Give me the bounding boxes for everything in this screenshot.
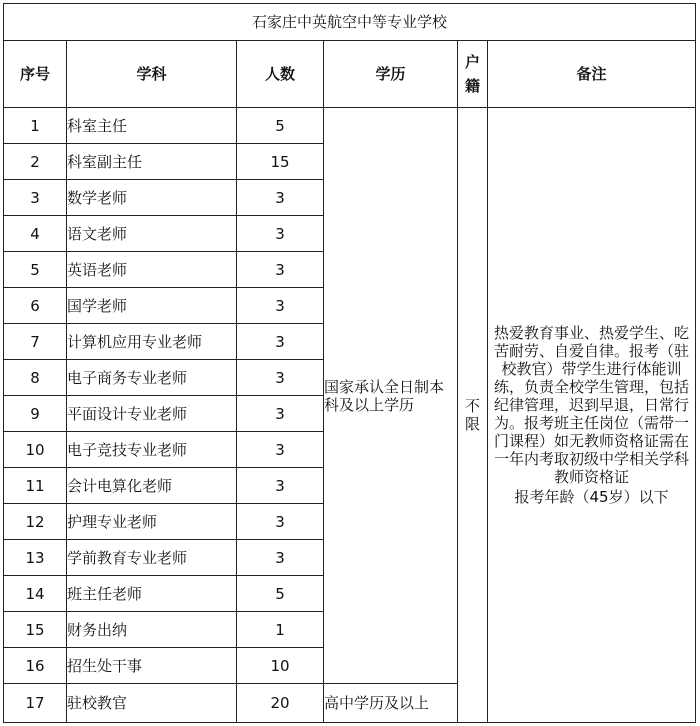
row-count: 3 bbox=[237, 432, 324, 468]
row-count: 15 bbox=[237, 144, 324, 180]
row-count: 3 bbox=[237, 540, 324, 576]
row-count: 3 bbox=[237, 216, 324, 252]
row-number: 1 bbox=[4, 108, 67, 144]
header-note: 备注 bbox=[488, 41, 696, 108]
huji-text: 不限 bbox=[465, 397, 481, 433]
row-subject: 国学老师 bbox=[67, 288, 237, 324]
header-count: 人数 bbox=[237, 41, 324, 108]
row-count: 3 bbox=[237, 468, 324, 504]
recruitment-table bbox=[3, 3, 696, 723]
row-count: 3 bbox=[237, 396, 324, 432]
row-subject: 语文老师 bbox=[67, 216, 237, 252]
header-huji bbox=[458, 41, 488, 108]
huji-cell bbox=[458, 108, 488, 723]
row-count: 3 bbox=[237, 252, 324, 288]
header-huji-line2: 籍 bbox=[464, 77, 480, 95]
row-subject: 驻校教官 bbox=[67, 684, 237, 723]
row-subject: 科室主任 bbox=[67, 108, 237, 144]
row-count: 5 bbox=[237, 576, 324, 612]
row-subject: 班主任老师 bbox=[67, 576, 237, 612]
header-education: 学历 bbox=[324, 41, 458, 108]
row-number: 16 bbox=[4, 648, 67, 684]
row-number: 14 bbox=[4, 576, 67, 612]
row-count: 1 bbox=[237, 612, 324, 648]
row-number: 2 bbox=[4, 144, 67, 180]
row-subject: 招生处干事 bbox=[67, 648, 237, 684]
row-number: 11 bbox=[4, 468, 67, 504]
row-number: 8 bbox=[4, 360, 67, 396]
row-number: 12 bbox=[4, 504, 67, 540]
row-subject: 学前教育专业老师 bbox=[67, 540, 237, 576]
row-count: 3 bbox=[237, 288, 324, 324]
row-number: 10 bbox=[4, 432, 67, 468]
row-subject: 数学老师 bbox=[67, 180, 237, 216]
row-count: 5 bbox=[237, 108, 324, 144]
row-count: 3 bbox=[237, 504, 324, 540]
row-subject: 会计电算化老师 bbox=[67, 468, 237, 504]
row-subject: 计算机应用专业老师 bbox=[67, 324, 237, 360]
row-number: 13 bbox=[4, 540, 67, 576]
row-number: 7 bbox=[4, 324, 67, 360]
row-count: 3 bbox=[237, 324, 324, 360]
row-count: 3 bbox=[237, 360, 324, 396]
row-subject: 平面设计专业老师 bbox=[67, 396, 237, 432]
row-count: 3 bbox=[237, 180, 324, 216]
education-cell: 国家承认全日制本科及以上学历 bbox=[324, 108, 458, 684]
row-number: 6 bbox=[4, 288, 67, 324]
row-number: 3 bbox=[4, 180, 67, 216]
row-number: 4 bbox=[4, 216, 67, 252]
row-subject: 科室副主任 bbox=[67, 144, 237, 180]
note-cell bbox=[488, 108, 696, 723]
row-subject: 护理专业老师 bbox=[67, 504, 237, 540]
row-count: 20 bbox=[237, 684, 324, 723]
education-cell-last: 高中学历及以上 bbox=[324, 684, 458, 723]
row-number: 15 bbox=[4, 612, 67, 648]
row-subject: 电子商务专业老师 bbox=[67, 360, 237, 396]
header-no: 序号 bbox=[4, 41, 67, 108]
row-number: 9 bbox=[4, 396, 67, 432]
table-row bbox=[4, 108, 696, 144]
table-title: 石家庄中英航空中等专业学校 bbox=[4, 4, 696, 41]
header-subject: 学科 bbox=[67, 41, 237, 108]
row-subject: 英语老师 bbox=[67, 252, 237, 288]
row-number: 5 bbox=[4, 252, 67, 288]
row-count: 10 bbox=[237, 648, 324, 684]
row-subject: 电子竞技专业老师 bbox=[67, 432, 237, 468]
note-age: 报考年龄（45岁）以下 bbox=[514, 488, 669, 506]
header-huji-line1: 户 bbox=[464, 53, 480, 71]
note-text: 热爱教育事业、热爱学生、吃苦耐劳、自爱自律。报考（驻校教官）带学生进行体能训练，负责全校学生管理，包括纪律管理，迟到早退，日常行为。报考班主任岗位（需带一门课程）如无教师资格证需在一年内考取初级中学相关学科教师资格证 bbox=[494, 324, 690, 486]
row-subject: 财务出纳 bbox=[67, 612, 237, 648]
row-number: 17 bbox=[4, 684, 67, 723]
